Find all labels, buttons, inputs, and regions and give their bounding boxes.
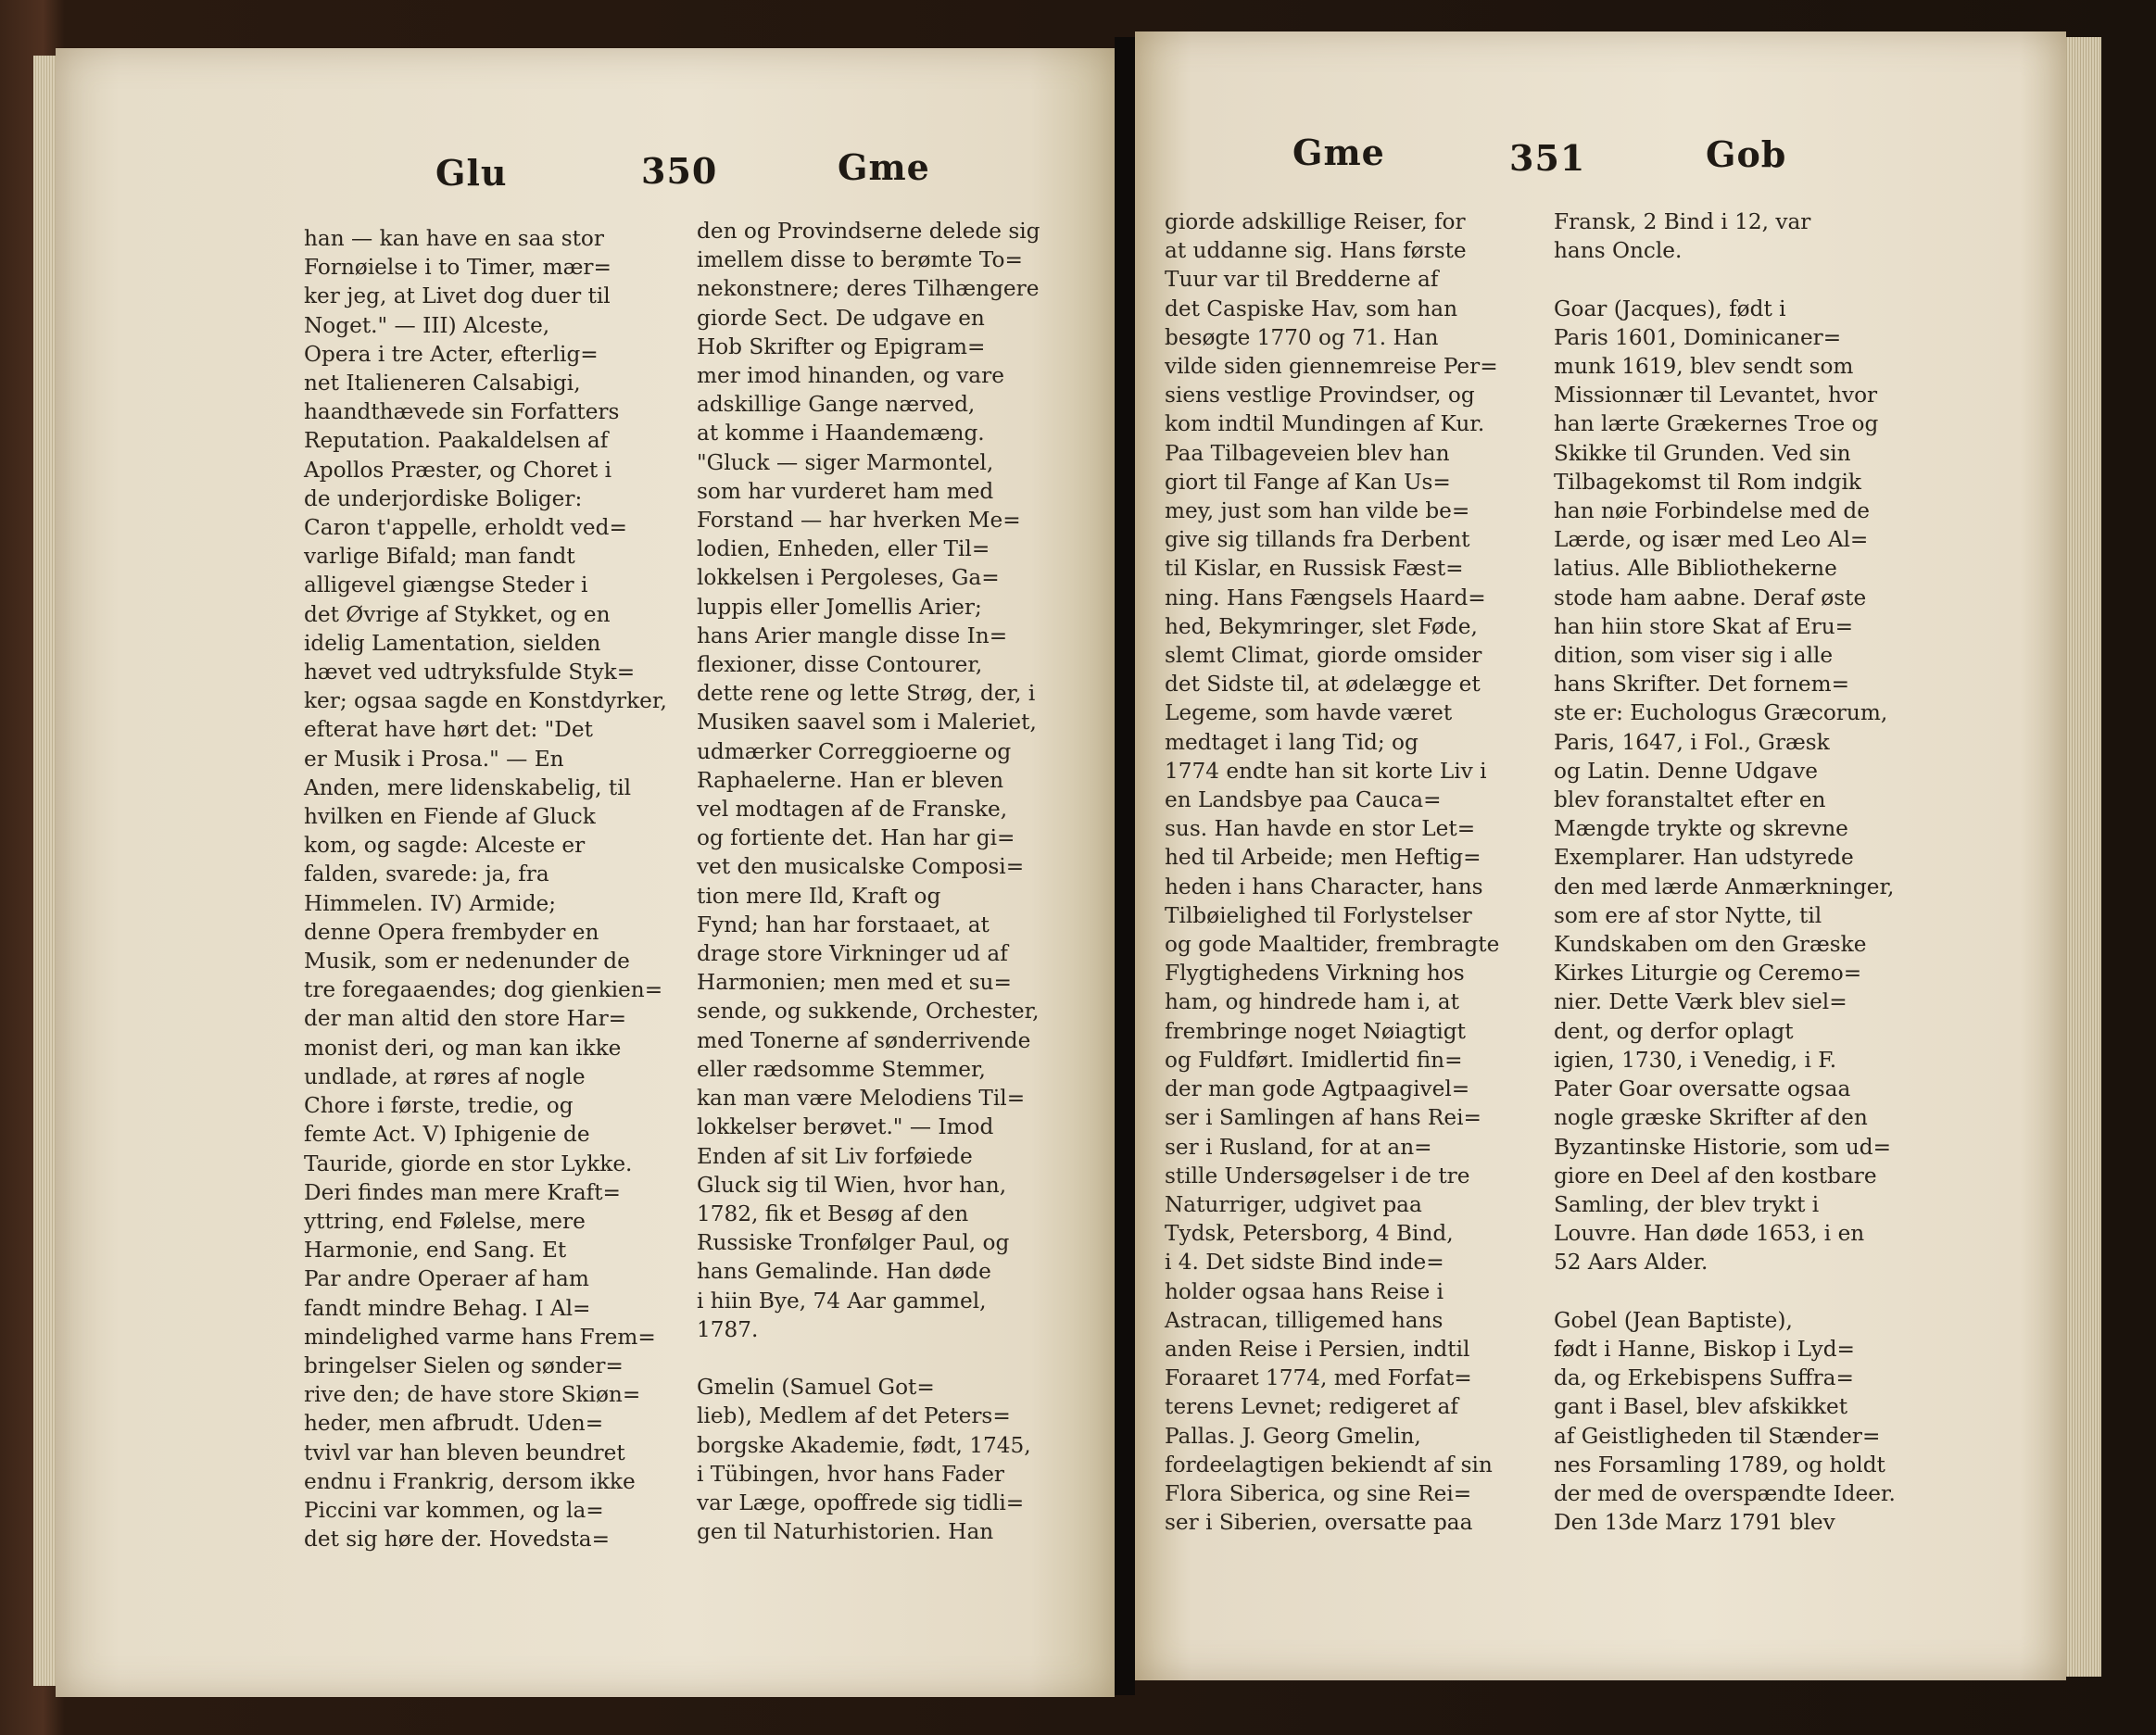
text-line: Deri findes man mere Kraft= xyxy=(304,1179,621,1205)
text-line: ser i Siberien, oversatte paa xyxy=(1165,1510,1473,1536)
text-line: Tydsk, Petersborg, 4 Bind, xyxy=(1165,1221,1454,1247)
text-line: Russiske Tronfølger Paul, og xyxy=(697,1230,1010,1256)
text-line: at komme i Haandemæng. xyxy=(697,421,985,446)
text-line: eller rædsomme Stemmer, xyxy=(697,1056,986,1082)
text-line: i hiin Bye, 74 Aar gammel, xyxy=(697,1288,987,1314)
text-line: heder, men afbrudt. Uden= xyxy=(304,1411,604,1437)
text-line: som ere af stor Nytte, til xyxy=(1554,902,1822,928)
text-line: Himmelen. IV) Armide; xyxy=(304,890,557,916)
text-line: bringelser Sielen og sønder= xyxy=(304,1352,624,1378)
text-line: 1782, fik et Besøg af den xyxy=(697,1201,969,1226)
text-line: Paa Tilbageveien blev han xyxy=(1165,440,1450,466)
text-line: siens vestlige Provindser, og xyxy=(1165,383,1475,409)
text-line: Noget." — III) Alceste, xyxy=(304,312,550,338)
text-line: femte Act. V) Iphigenie de xyxy=(304,1122,590,1148)
text-line: han nøie Forbindelse med de xyxy=(1554,498,1870,524)
text-line: Musiken saavel som i Maleriet, xyxy=(697,710,1037,735)
text-line: Opera i tre Acter, efterlig= xyxy=(304,341,599,367)
text-line: nekonstnere; deres Tilhængere xyxy=(697,276,1040,302)
text-line: Skikke til Grunden. Ved sin xyxy=(1554,440,1851,466)
text-line: født i Hanne, Biskop i Lyd= xyxy=(1554,1336,1855,1362)
text-line: fandt mindre Behag. I Al= xyxy=(304,1295,591,1321)
text-line: Lærde, og især med Leo Al= xyxy=(1554,527,1869,553)
text-line: frembringe noget Nøiagtigt xyxy=(1165,1018,1466,1044)
text-line: dette rene og lette Strøg, der, i xyxy=(697,681,1036,707)
text-line: og fortiente det. Han har gi= xyxy=(697,825,1015,851)
text-line: terens Levnet; redigeret af xyxy=(1165,1394,1458,1420)
text-line: Enden af sit Liv forføiede xyxy=(697,1143,973,1169)
text-line xyxy=(1554,265,1896,294)
right-page-header-right: Gob xyxy=(1706,133,1787,175)
text-line: Exemplarer. Han udstyrede xyxy=(1554,845,1854,871)
text-line: ker; ogsaa sagde en Konstdyrker, xyxy=(304,688,667,714)
text-line: yttring, end Følelse, mere xyxy=(304,1208,586,1234)
text-line: nier. Dette Værk blev siel= xyxy=(1554,989,1847,1015)
text-line: Kirkes Liturgie og Ceremo= xyxy=(1554,961,1862,987)
text-line: tre foregaaendes; dog gienkien= xyxy=(304,977,663,1003)
text-line: ham, og hindrede ham i, at xyxy=(1165,989,1459,1015)
text-line: Harmonien; men med et su= xyxy=(697,970,1012,996)
text-line: ser i Samlingen af hans Rei= xyxy=(1165,1105,1481,1131)
text-line: Tilbøielighed til Forlystelser xyxy=(1165,902,1472,928)
text-line: Den 13de Marz 1791 blev xyxy=(1554,1510,1835,1536)
text-line: en Landsbye paa Cauca= xyxy=(1165,787,1442,813)
text-line: dent, og derfor oplagt xyxy=(1554,1018,1794,1044)
text-line: dition, som viser sig i alle xyxy=(1554,643,1834,669)
text-line: at uddanne sig. Hans første xyxy=(1165,238,1467,264)
right-page xyxy=(1135,31,2066,1680)
text-line: i 4. Det sidste Bind inde= xyxy=(1165,1250,1444,1276)
right-page-edges xyxy=(2064,37,2101,1677)
text-line: lodien, Enheden, eller Til= xyxy=(697,536,990,562)
text-line: ker jeg, at Livet dog duer til xyxy=(304,283,611,309)
text-line: imellem disse to berømte To= xyxy=(697,247,1023,273)
text-line: lokkelser berøvet." — Imod xyxy=(697,1114,994,1140)
text-line: munk 1619, blev sendt som xyxy=(1554,354,1854,380)
text-line: lieb), Medlem af det Peters= xyxy=(697,1403,1011,1429)
text-line: der man gode Agtpaagivel= xyxy=(1165,1076,1470,1102)
text-line: og Fuldført. Imidlertid fin= xyxy=(1165,1047,1463,1073)
left-page-number: 350 xyxy=(641,150,718,192)
text-line: var Læge, opoffrede sig tidli= xyxy=(697,1490,1025,1515)
text-line: kom, og sagde: Alceste er xyxy=(304,833,586,859)
text-line: Foraaret 1774, med Forfat= xyxy=(1165,1365,1472,1391)
text-line: 1787. xyxy=(697,1316,759,1342)
text-line: endnu i Frankrig, dersom ikke xyxy=(304,1468,636,1494)
text-line: sus. Han havde en stor Let= xyxy=(1165,816,1476,842)
text-line: "Gluck — siger Marmontel, xyxy=(697,449,994,475)
text-line: Gmelin (Samuel Got= xyxy=(697,1375,935,1401)
text-line: der med de overspændte Ideer. xyxy=(1554,1480,1896,1506)
text-line: flexioner, disse Contourer, xyxy=(697,652,983,678)
text-line: Gobel (Jean Baptiste), xyxy=(1554,1307,1793,1333)
book-gutter xyxy=(1115,37,1135,1695)
text-line: da, og Erkebispens Suffra= xyxy=(1554,1365,1854,1391)
text-line: ning. Hans Fængsels Haard= xyxy=(1165,585,1486,610)
text-line: tion mere Ild, Kraft og xyxy=(697,883,941,909)
text-line: nogle græske Skrifter af den xyxy=(1554,1105,1868,1131)
right-page-column-2 xyxy=(1554,207,1896,1537)
left-page-column-2 xyxy=(697,217,1040,1546)
text-line: stille Undersøgelser i de tre xyxy=(1165,1163,1470,1188)
text-line: giorde Sect. De udgave en xyxy=(697,305,985,331)
text-line: Pater Goar oversatte ogsaa xyxy=(1554,1076,1851,1102)
text-line: idelig Lamentation, sielden xyxy=(304,630,601,656)
text-line: hans Oncle. xyxy=(1554,238,1683,264)
text-line: stode ham aabne. Deraf øste xyxy=(1554,585,1867,610)
text-line: net Italieneren Calsabigi, xyxy=(304,371,581,396)
text-line: det Øvrige af Stykket, og en xyxy=(304,601,611,627)
text-line: Louvre. Han døde 1653, i en xyxy=(1554,1221,1865,1247)
text-line: det Caspiske Hav, som han xyxy=(1165,295,1458,321)
text-line: undlade, at røres af nogle xyxy=(304,1063,586,1089)
text-line: det sig høre der. Hovedsta= xyxy=(304,1527,611,1553)
text-line: Harmonie, end Sang. Et xyxy=(304,1238,567,1264)
text-line: varlige Bifald; man fandt xyxy=(304,544,575,570)
text-line: giore en Deel af den kostbare xyxy=(1554,1163,1877,1188)
text-line: tvivl var han bleven beundret xyxy=(304,1440,625,1465)
text-line: Missionnær til Levantet, hvor xyxy=(1554,383,1878,409)
text-line: som har vurderet ham med xyxy=(697,478,994,504)
text-line: og gode Maaltider, frembragte xyxy=(1165,932,1500,958)
text-line: han — kan have en saa stor xyxy=(304,226,604,251)
text-line: hvilken en Fiende af Gluck xyxy=(304,804,596,830)
text-line: luppis eller Jomellis Arier; xyxy=(697,594,982,620)
text-line: hed til Arbeide; men Heftig= xyxy=(1165,845,1481,871)
text-line: vilde siden giennemreise Per= xyxy=(1165,354,1498,380)
text-line: Flora Siberica, og sine Rei= xyxy=(1165,1480,1472,1506)
text-line: mer imod hinanden, og vare xyxy=(697,363,1004,389)
text-line: de underjordiske Boliger: xyxy=(304,485,583,511)
text-line: lokkelsen i Pergoleses, Ga= xyxy=(697,565,1000,591)
text-line: mindelighed varme hans Frem= xyxy=(304,1324,656,1350)
text-line: adskillige Gange nærved, xyxy=(697,392,976,418)
text-line: besøgte 1770 og 71. Han xyxy=(1165,324,1439,350)
text-line: rive den; de have store Skiøn= xyxy=(304,1382,641,1408)
text-line: Fornøielse i to Timer, mær= xyxy=(304,255,611,281)
left-page-edges xyxy=(33,56,57,1686)
text-line: falden, svarede: ja, fra xyxy=(304,861,549,887)
text-line: Flygtighedens Virkning hos xyxy=(1165,961,1465,987)
text-line: fordeelagtigen bekiendt af sin xyxy=(1165,1452,1493,1477)
text-line: hævet ved udtryksfulde Styk= xyxy=(304,660,636,685)
text-line: kom indtil Mundingen af Kur. xyxy=(1165,411,1485,437)
text-line: hans Skrifter. Det fornem= xyxy=(1554,672,1849,698)
text-line: Musik, som er nedenunder de xyxy=(304,949,630,974)
text-line: Tuur var til Bredderne af xyxy=(1165,267,1439,293)
text-line: og Latin. Denne Udgave xyxy=(1554,758,1818,784)
text-line: Apollos Præster, og Choret i xyxy=(304,457,612,483)
text-line: alligevel giængse Steder i xyxy=(304,572,588,598)
text-line: heden i hans Character, hans xyxy=(1165,874,1483,899)
text-line: Tauride, giorde en stor Lykke. xyxy=(304,1150,633,1176)
text-line: han lærte Grækernes Troe og xyxy=(1554,411,1879,437)
text-line: latius. Alle Bibliothekerne xyxy=(1554,556,1837,582)
text-line: Gluck sig til Wien, hvor han, xyxy=(697,1172,1007,1198)
text-line: i Tübingen, hvor hans Fader xyxy=(697,1461,1005,1487)
text-line: holder ogsaa hans Reise i xyxy=(1165,1278,1444,1304)
text-line: hed, Bekymringer, slet Føde, xyxy=(1165,613,1478,639)
text-line: giorde adskillige Reiser, for xyxy=(1165,209,1466,234)
text-line: haandthævede sin Forfatters xyxy=(304,399,620,425)
text-line: 52 Aars Alder. xyxy=(1554,1250,1708,1276)
text-line: medtaget i lang Tid; og xyxy=(1165,729,1418,755)
text-line: slemt Climat, giorde omsider xyxy=(1165,643,1482,669)
text-line: monist deri, og man kan ikke xyxy=(304,1035,622,1061)
left-page-column-1 xyxy=(304,224,667,1553)
text-line: gen til Naturhistorien. Han xyxy=(697,1519,994,1545)
right-page-header-left: Gme xyxy=(1292,132,1385,173)
text-line: udmærker Correggioerne og xyxy=(697,738,1012,764)
text-line: hans Gemalinde. Han døde xyxy=(697,1259,991,1285)
text-line: Anden, mere lidenskabelig, til xyxy=(304,774,632,800)
text-line: Caron t'appelle, erholdt ved= xyxy=(304,515,627,541)
text-line: Fynd; han har forstaaet, at xyxy=(697,912,990,937)
text-line: det Sidste til, at ødelægge et xyxy=(1165,672,1481,698)
text-line: Hob Skrifter og Epigram= xyxy=(697,333,986,359)
text-line: Fransk, 2 Bind i 12, var xyxy=(1554,209,1811,234)
text-line: borgske Akademie, født, 1745, xyxy=(697,1432,1031,1458)
text-line: Kundskaben om den Græske xyxy=(1554,932,1867,958)
text-line: han hiin store Skat af Eru= xyxy=(1554,613,1854,639)
text-line: Byzantinske Historie, som ud= xyxy=(1554,1134,1892,1160)
text-line: Astracan, tilligemed hans xyxy=(1165,1307,1444,1333)
text-line xyxy=(697,1344,1040,1373)
text-line: til Kislar, en Russisk Fæst= xyxy=(1165,556,1464,582)
text-line: Chore i første, tredie, og xyxy=(304,1093,574,1119)
text-line: Samling, der blev trykt i xyxy=(1554,1191,1820,1217)
text-line: give sig tillands fra Derbent xyxy=(1165,527,1470,553)
left-page xyxy=(56,48,1115,1697)
text-line: drage store Virkninger ud af xyxy=(697,941,1008,967)
text-line: hans Arier mangle disse In= xyxy=(697,622,1008,648)
text-line: med Tonerne af sønderrivende xyxy=(697,1027,1031,1053)
text-line: vel modtagen af de Franske, xyxy=(697,797,1008,823)
text-line: Raphaelerne. Han er bleven xyxy=(697,767,1004,793)
text-line: vet den musicalske Composi= xyxy=(697,854,1025,880)
text-line: giort til Fange af Kan Us= xyxy=(1165,469,1451,495)
text-line: 1774 endte han sit korte Liv i xyxy=(1165,758,1487,784)
text-line: ste er: Euchologus Græcorum, xyxy=(1554,700,1888,726)
text-line: denne Opera frembyder en xyxy=(304,919,599,945)
text-line: nes Forsamling 1789, og holdt xyxy=(1554,1452,1885,1477)
text-line: blev foranstaltet efter en xyxy=(1554,787,1826,813)
text-line: Reputation. Paakaldelsen af xyxy=(304,428,609,454)
text-line: Legeme, som havde været xyxy=(1165,700,1453,726)
text-line: anden Reise i Persien, indtil xyxy=(1165,1336,1470,1362)
text-line: gant i Basel, blev afskikket xyxy=(1554,1394,1848,1420)
text-line: den og Provindserne delede sig xyxy=(697,219,1040,244)
text-line: Goar (Jacques), født i xyxy=(1554,295,1786,321)
text-line: Par andre Operaer af ham xyxy=(304,1266,589,1292)
text-line: Paris, 1647, i Fol., Græsk xyxy=(1554,729,1830,755)
text-line: igien, 1730, i Venedig, i F. xyxy=(1554,1047,1837,1073)
text-line: Piccini var kommen, og la= xyxy=(304,1497,604,1523)
right-page-column-1 xyxy=(1165,207,1499,1537)
text-line: Pallas. J. Georg Gmelin, xyxy=(1165,1423,1421,1449)
text-line: den med lærde Anmærkninger, xyxy=(1554,874,1895,899)
left-page-header-right: Gme xyxy=(838,146,930,188)
text-line: Paris 1601, Dominicaner= xyxy=(1554,324,1842,350)
text-line: Tilbagekomst til Rom indgik xyxy=(1554,469,1861,495)
text-line: er Musik i Prosa." — En xyxy=(304,746,564,772)
text-line: der man altid den store Har= xyxy=(304,1006,627,1032)
text-line: Mængde trykte og skrevne xyxy=(1554,816,1848,842)
text-line: efterat have hørt det: "Det xyxy=(304,717,593,743)
text-line: sende, og sukkende, Orchester, xyxy=(697,999,1040,1025)
right-page-number: 351 xyxy=(1509,137,1586,179)
text-line: mey, just som han vilde be= xyxy=(1165,498,1470,524)
text-line xyxy=(1554,1277,1896,1306)
text-line: af Geistligheden til Stænder= xyxy=(1554,1423,1881,1449)
left-page-header-left: Glu xyxy=(435,152,508,194)
text-line: ser i Rusland, for at an= xyxy=(1165,1134,1432,1160)
text-line: Naturriger, udgivet paa xyxy=(1165,1191,1422,1217)
text-line: kan man være Melodiens Til= xyxy=(697,1086,1026,1112)
text-line: Forstand — har hverken Me= xyxy=(697,508,1021,534)
